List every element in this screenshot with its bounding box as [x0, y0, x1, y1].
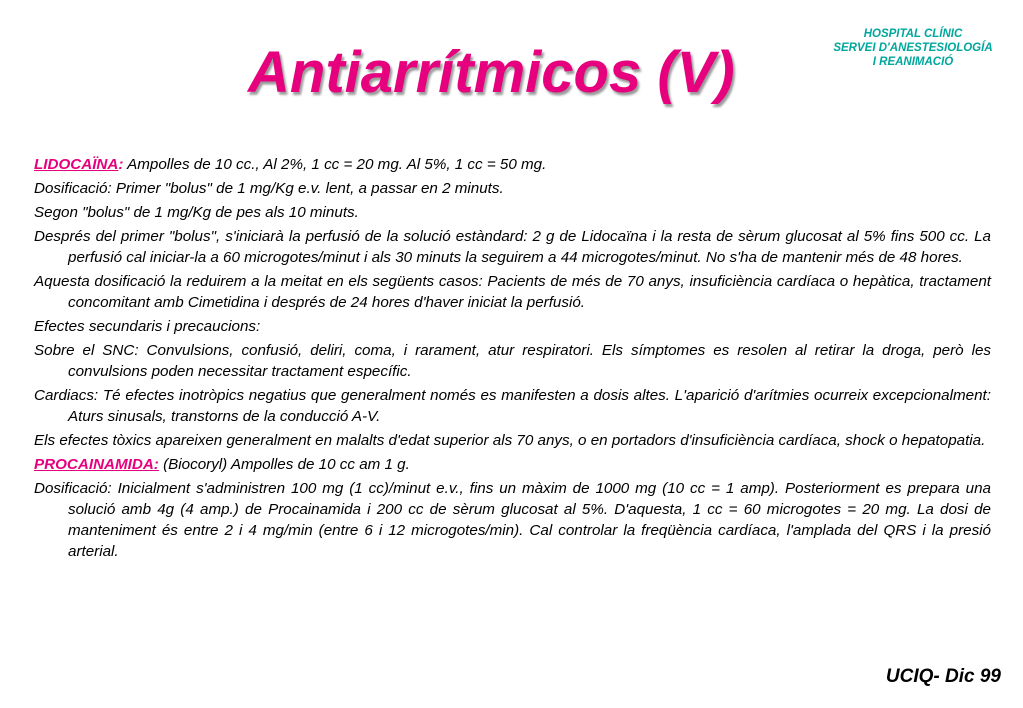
hospital-line-1: HOSPITAL CLÍNIC [863, 28, 963, 40]
paragraph: Cardiacs: Té efectes inotròpics negatius que generalment només es manifesten a dosis altes. L'aparició d'arítmies ocurreix excepcionalment: Aturs sinusals, transtorns de la conducció A-V. [34, 387, 991, 425]
footer-label: UCIQ- Dic 99 [885, 666, 1001, 687]
paragraph: Aquesta dosificació la reduirem a la meitat en els següents casos: Pacients de més de 70 anys, insuficiència cardíaca o hepàtica, tractament concomitant amb Cimetidina i després de 24 hores d'haver iniciat la perfusió. [34, 273, 991, 311]
procainamida-intro-text: (Biocoryl) Ampolles de 10 cc am 1 g. [158, 456, 410, 473]
lidocaina-heading: LIDOCAÏNA [34, 156, 119, 173]
lidocaina-intro-text: Ampolles de 10 cc., Al 2%, 1 cc = 20 mg. Al 5%, 1 cc = 50 mg. [123, 156, 547, 173]
paragraph: Efectes secundaris i precaucions: [34, 318, 261, 335]
hospital-line-3: I REANIMACIÓ [872, 56, 954, 68]
paragraph: Dosificació: Inicialment s'administren 100 mg (1 cc)/minut e.v., fins un màxim de 1000 mg (10 cc = 1 amp). Posteriorment es prepara una solució amb 4g (4 amp.) de Procainamida i 200 cc de sèrum glucosat al 5%. D'aquesta, 1 cc = 60 microgotes = 20 mg. La dosi de manteniment és entre 2 i 4 mg/min (entre 6 i 12 microgotes/min). Cal controlar la freqüència cardíaca, l'amplada del QRS i la presió arterial. [34, 480, 991, 560]
lidocaina-intro [34, 154, 991, 175]
paragraph: Dosificació: Primer "bolus" de 1 mg/Kg e.v. lent, a passar en 2 minuts. [34, 180, 504, 197]
hospital-line-2: SERVEI D'ANESTESIOLOGÍA [833, 42, 993, 54]
paragraph: Segon "bolus" de 1 mg/Kg de pes als 10 minuts. [34, 204, 359, 221]
hospital-header [810, 27, 1016, 69]
paragraph: Els efectes tòxics apareixen generalment en malalts d'edat superior als 70 anys, o en portadors d'insuficiència cardíaca, shock o hepatopatia. [34, 432, 986, 449]
slide-title: Antiarrítmicos (V) [248, 40, 735, 105]
lidocaina-colon: : [118, 156, 124, 173]
slide-body [34, 154, 991, 565]
paragraph: Sobre el SNC: Convulsions, confusió, deliri, coma, i rarament, atur respiratori. Els símptomes es resolen al retirar la droga, però les convulsions poden necessitar tractament específic. [34, 342, 991, 380]
procainamida-heading: PROCAINAMIDA: [34, 456, 159, 473]
paragraph: Després del primer "bolus", s'iniciarà la perfusió de la solució estàndard: 2 g de Lidocaïna i la resta de sèrum glucosat al 5% fins 500 cc. La perfusió cal iniciar-la a 60 microgotes/minut i als 30 minuts la seguirem a 44 microgotes/minut. No s'ha de mantenir més de 48 hores. [34, 228, 991, 266]
procainamida-intro [34, 454, 991, 475]
